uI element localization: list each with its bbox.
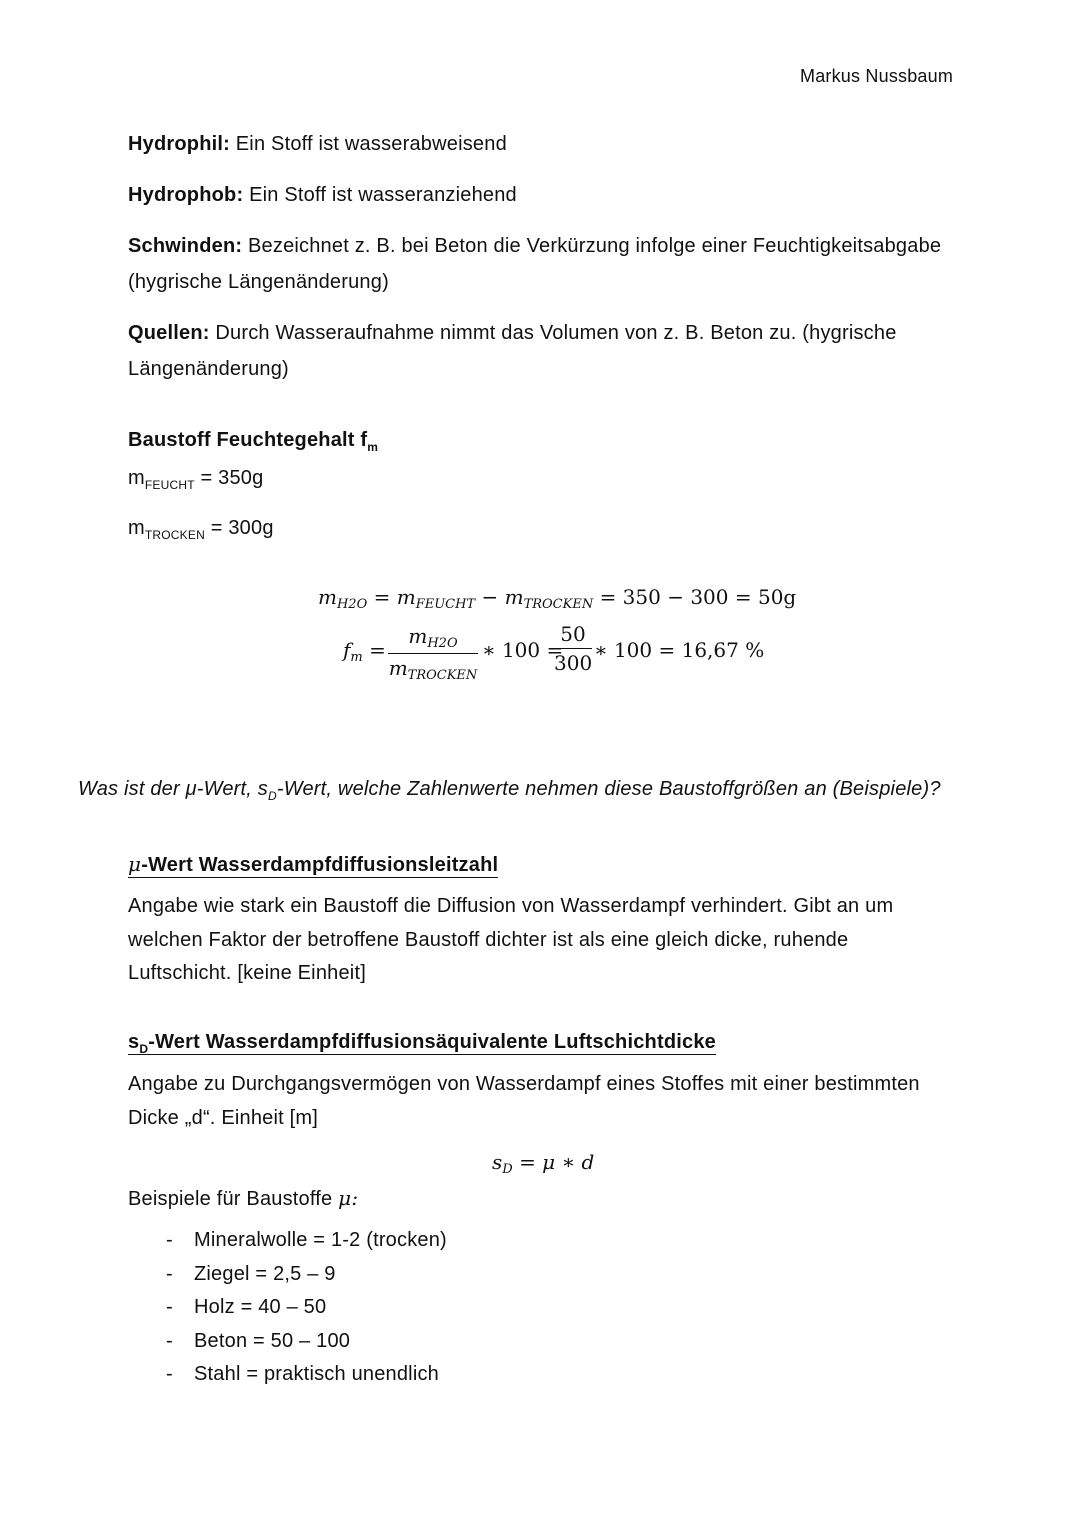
eq-sub: TROCKEN [407,668,478,683]
sd-symbol: s [128,1031,140,1053]
list-item: - Holz = 40 – 50 [166,1296,327,1318]
eq-operator: = [373,585,391,609]
mu-symbol: μ: [338,1186,359,1210]
definition-text: Ein Stoff ist wasseranziehend [249,184,517,206]
question-heading [78,771,941,814]
definition-hydrophil [128,126,507,162]
list-item-text: Mineralwolle = 1-2 (trocken) [194,1229,447,1251]
sd-heading-text: -Wert Wasserdampfdiffusionsäquivalente Luftschichtdicke [148,1031,716,1053]
eq-operator: = [369,638,386,662]
list-item: - Beton = 50 – 100 [166,1329,351,1352]
list-item-text: Ziegel = 2,5 – 9 [194,1262,336,1285]
mu-description [128,890,893,991]
paragraph-line: Dicke „d“. Einheit [m] [128,1106,319,1129]
fraction-denominator: 300 [554,651,593,675]
sd-heading-underline [128,1031,716,1055]
definition-quellen [128,315,897,387]
paragraph-line: Angabe zu Durchgangsvermögen von Wasserdampf eines Stoffes mit einer bestimmten [128,1073,920,1095]
eq-sub: TROCKEN [523,597,594,612]
equation-mid: ∗ 100 = [482,638,564,662]
equation-m-h2o [318,585,796,612]
eq-symbol: m [396,585,416,609]
examples-intro [128,1180,358,1217]
eq-symbol: m [388,656,408,680]
list-item-text: Beton = 50 – 100 [194,1329,351,1352]
m-sub: FEUCHT [144,478,195,492]
list-item: - Stahl = praktisch unendlich [166,1363,439,1385]
definition-text-cont: (hygrische Längenänderung) [128,271,389,293]
heading-sub: m [367,440,379,454]
fraction-mh2o-mtrocken [388,624,478,683]
feuchtegehalt-heading [128,422,378,465]
definition-text: Durch Wasseraufnahme nimmt das Volumen von z. B. Beton zu. (hygrische [215,322,897,344]
eq-symbol: m [408,624,428,648]
m-value: = 350g [200,467,264,489]
sd-description [128,1068,920,1135]
definition-term: Schwinden: [128,235,243,257]
list-item: - Ziegel = 2,5 – 9 [166,1262,336,1285]
examples-intro-text: Beispiele für Baustoffe [128,1188,333,1210]
definition-schwinden [128,228,941,300]
paragraph-line: welchen Faktor der betroffene Baustoff dichter ist als eine gleich dicke, ruhende [128,928,849,951]
definition-text-cont: Längenänderung) [128,358,289,380]
eq-sub: FEUCHT [415,597,476,612]
fraction-denominator [388,654,478,683]
eq-result: = 350 − 300 = 50g [599,585,797,609]
definition-text: Bezeichnet z. B. bei Beton die Verkürzung infolge einer Feuchtigkeitsabgabe [248,235,942,257]
eq-sub: m [350,650,363,665]
eq-operator: − [481,585,499,609]
question-text-cont: -Wert, welche Zahlenwerte nehmen diese Baustoffgrößen an (Beispiele)? [276,778,941,800]
m-trocken-line [128,510,274,553]
mu-heading-text: -Wert Wasserdampfdiffusionsleitzahl [141,854,499,876]
m-feucht-line [128,460,263,503]
definition-term: Quellen: [128,322,210,344]
eq-symbol: s [492,1150,503,1174]
heading-text: Baustoff Feuchtegehalt f [128,429,368,451]
m-label: m [128,517,145,539]
m-value: = 300g [210,517,274,539]
m-label: m [128,467,145,489]
eq-symbol: m [504,585,524,609]
m-sub: TROCKEN [144,528,205,542]
author-name: Markus Nussbaum [800,66,954,86]
paragraph-line: Angabe wie stark ein Baustoff die Diffusion von Wasserdampf verhindert. Gibt an um [128,895,894,917]
list-item-text: Holz = 40 – 50 [194,1296,327,1318]
examples-list [166,1224,447,1392]
eq-symbol: m [318,585,337,609]
question-text: Was ist der μ-Wert, s [78,778,269,800]
question-sub: D [268,789,277,803]
list-item-text: Stahl = praktisch unendlich [194,1363,439,1385]
fraction-50-300 [554,622,592,675]
eq-sub: H2O [427,636,458,651]
fraction-numerator [388,624,478,654]
paragraph-line: Luftschicht. [keine Einheit] [128,962,366,984]
definition-term: Hydrophob: [128,184,244,206]
equation-result: ∗ 100 = 16,67 % [594,638,765,662]
eq-symbol: f [343,638,351,662]
eq-sub: D [502,1162,513,1177]
equation-fm-lhs [343,638,386,665]
definition-term: Hydrophil: [128,133,230,155]
eq-sub: H2O [336,597,368,612]
sd-formula [492,1150,594,1177]
fraction-numerator: 50 [554,622,592,649]
sd-sub: D [139,1042,149,1056]
eq-rhs: = μ ∗ d [519,1150,595,1174]
definition-text: Ein Stoff ist wasserabweisend [235,133,507,155]
mu-heading-underline [128,854,498,878]
sd-heading [128,1024,716,1067]
mu-symbol: μ [128,852,142,876]
mu-heading [128,846,498,883]
list-item: - Mineralwolle = 1-2 (trocken) [166,1229,447,1251]
definition-hydrophob [128,177,517,213]
